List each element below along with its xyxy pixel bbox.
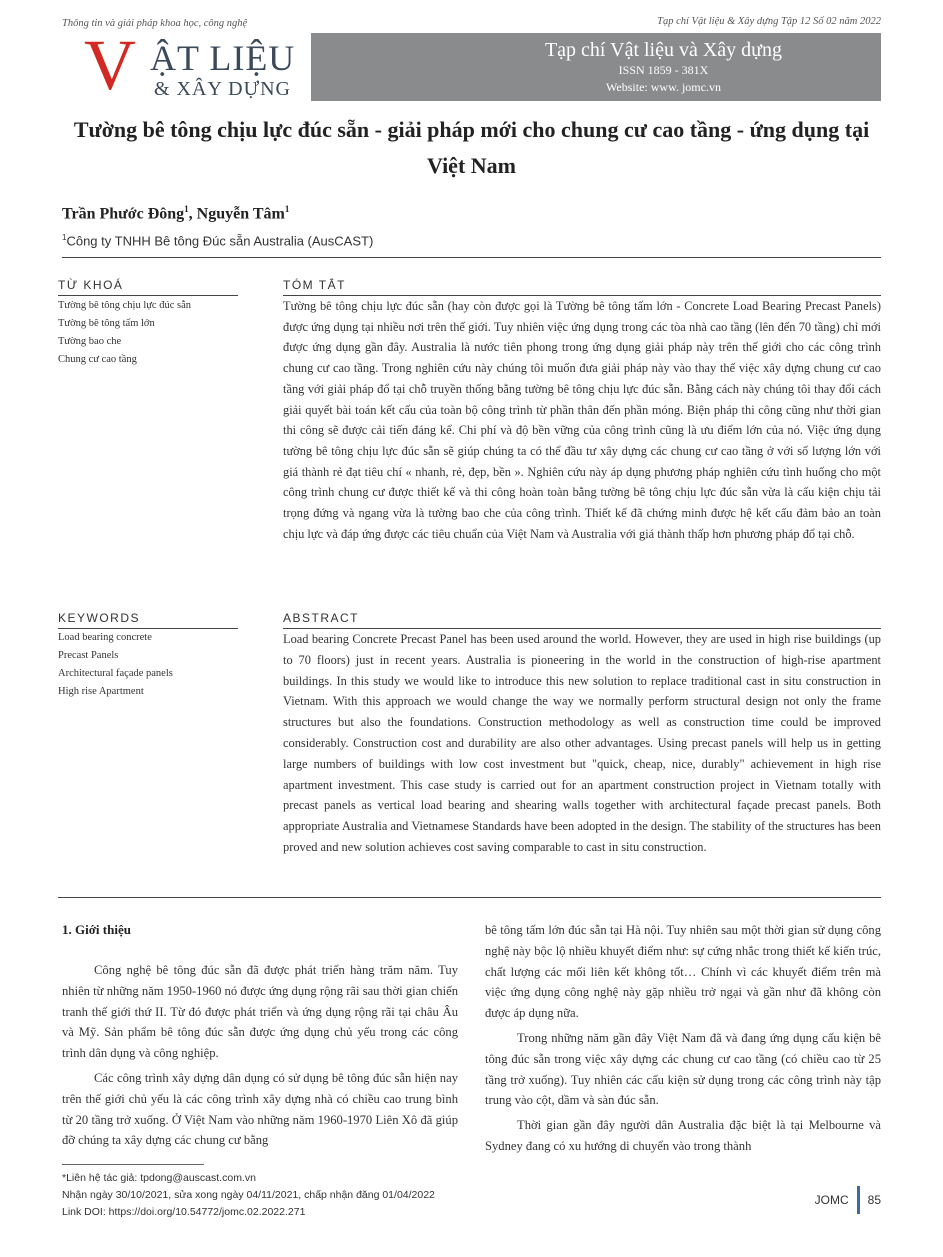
footer-divider xyxy=(857,1186,860,1214)
divider xyxy=(62,257,881,258)
journal-logo xyxy=(62,33,311,101)
paragraph: Công nghệ bê tông đúc sẵn đã được phát triển hàng trăm năm. Tuy nhiên từ những năm 1950-1960 nó được ứng dụng rộng rãi sau thời gian chiến tranh thế giới thứ II. Từ đó được phát triển và ứng dụng rộng rãi tại châu Âu và Mỹ. Sản phẩm bê tông đúc sẵn được ứng dụng chủ yếu trong các công trình dân dụng và công nghiệp. xyxy=(62,963,458,1061)
issue-info: Tạp chí Vật liệu & Xây dựng Tập 12 Số 02 năm 2022 xyxy=(657,16,881,27)
affiliation-text: Công ty TNHH Bê tông Đúc sẵn Australia (AusCAST) xyxy=(66,233,374,249)
keyword-item: Architectural façade panels xyxy=(58,668,173,679)
body-column-left xyxy=(62,960,458,1155)
journal-banner xyxy=(311,33,881,101)
journal-name: Tạp chí Vật liệu và Xây dựng xyxy=(544,39,783,61)
author-affil-mark: 1 xyxy=(284,204,290,214)
keyword-item: High rise Apartment xyxy=(58,686,144,697)
author-affil-mark: 1 xyxy=(184,204,189,214)
doi-link[interactable]: Link DOI: https://doi.org/10.54772/jomc.02.2022.271 xyxy=(62,1206,306,1218)
author-separator: , xyxy=(188,205,197,223)
header-tagline: Thông tin và giải pháp khoa học, công nghệ xyxy=(62,18,248,29)
page-footer xyxy=(815,1186,881,1214)
affiliation xyxy=(62,233,373,248)
abstract-vi-heading: TÓM TẮT xyxy=(283,278,346,292)
paragraph: Thời gian gần đây người dân Australia đặc biệt là tại Melbourne và Sydney đang có xu hướng di chuyển vào trong thành xyxy=(485,1118,881,1153)
journal-website[interactable]: Website: www. jomc.vn xyxy=(606,80,721,94)
page-number: 85 xyxy=(867,1193,881,1207)
keywords-vi-heading: TỪ KHOÁ xyxy=(58,278,124,292)
contact-email[interactable]: *Liên hệ tác giả: tpdong@auscast.com.vn xyxy=(62,1172,256,1184)
keyword-item: Tường bê tông tấm lớn xyxy=(58,318,155,329)
paragraph: bê tông tấm lớn đúc sẵn tại Hà nội. Tuy nhiên sau một thời gian sử dụng công nghệ này bộc lộ nhiều khuyết điểm như: sự cứng nhắc trong thiết kế kiến trúc, chất lượng các mối liên kết không tốt… Chính vì các khuyết điểm trên mà việc ứng dụng công nghệ này gặp nhiều trở ngại và gần như đã không còn được áp dụng nữa. xyxy=(485,923,881,1021)
keyword-item: Load bearing concrete xyxy=(58,632,152,643)
body-column-right xyxy=(485,920,881,1161)
logo-main-text: ẬT LIỆU xyxy=(150,38,296,78)
section-heading: 1. Giới thiệu xyxy=(62,922,131,937)
footnote xyxy=(62,1170,435,1221)
paragraph: Các công trình xây dựng dân dụng có sử dụng bê tông đúc sẵn hiện nay trên thế giới chủ yếu là các công trình xây dựng nhà có chiều cao trung bình từ 20 tầng trở xuống. Ở Việt Nam vào những năm 1960-1970 Liên Xô đã giúp đỡ chúng ta xây dựng các chung cư bằng xyxy=(62,1070,458,1148)
author-name: Trần Phước Đông xyxy=(62,205,185,223)
keyword-item: Chung cư cao tầng xyxy=(58,354,137,365)
divider xyxy=(58,295,238,296)
author-list xyxy=(62,204,289,223)
paragraph: Trong những năm gần đây Việt Nam đã và đang ứng dụng cấu kiện bê tông đúc sẵn trong việc xây dựng các chung cư cao tầng (có chiều cao từ 25 tầng trở xuống). Tuy nhiên các cấu kiện sử dụng trong các công trình này tập trung vào cột, dầm và sàn đúc sẵn. xyxy=(485,1030,881,1108)
affiliation-mark: 1 xyxy=(62,233,67,242)
journal-abbr: JOMC xyxy=(814,1193,849,1207)
keywords-vi-list xyxy=(58,297,191,369)
keywords-en-list xyxy=(58,629,173,701)
divider xyxy=(58,897,881,898)
logo-letter: V xyxy=(84,33,136,101)
article-title: Tường bê tông chịu lực đúc sẵn - giải pháp mới cho chung cư cao tầng - ứng dụng tại Việt Nam xyxy=(73,117,870,178)
logo-sub-text: & XÂY DỰNG xyxy=(154,78,291,100)
keyword-item: Tường bê tông chịu lực đúc sẵn xyxy=(58,300,191,311)
keyword-item: Tường bao che xyxy=(58,336,122,347)
abstract-en-text: Load bearing Concrete Precast Panel has been used around the world. However, they are used in high rise buildings (up to 70 floors) just in recent years. Australia is pioneering in the world in the construction of high-rise apartment buildings. In this study we would like to introduce this new solution to replace traditional cast in situ construction in Vietnam. With this approach we would change the way we normally perform structural design not only the frame structures but also the foundations. Construction methodology as well as construction time could be improved considerably. Construction cost and durability are also other advantages. Using precast panels will help us in getting large numbers of buildings with low cost investment but "quick, cheap, nice, durably" achievement in high rise apartment investment. This case study is carried out for an apartment construction project in Vietnam totally with precast panels as vertical load bearing and shearing walls together with architectural façade precast panels. Both appropriate Australia and Vietnamese Standards have been adopted in the design. The stability of the structures has been proved and new solution achieves cost saving comparable to cast in situ construction. xyxy=(283,632,881,854)
keyword-item: Precast Panels xyxy=(58,650,119,661)
keywords-en-heading: KEYWORDS xyxy=(58,611,141,625)
abstract-en-heading: ABSTRACT xyxy=(283,611,360,625)
abstract-vi-text: Tường bê tông chịu lực đúc sẵn (hay còn được gọi là Tường bê tông tấm lớn - Concrete Load Bearing Precast Panels) được ứng dụng tại nhiều nơi trên thế giới. Tuy nhiên việc ứng dụng trong các tòa nhà cao tầng (lên đến 70 tầng) chỉ mới được ứng dụng gần đây. Australia là nước tiên phong trong ứng dụng giải pháp này trên thế giới cho các công trình chung cư cao tầng. Trong nghiên cứu này chúng tôi muốn đưa giải pháp này vào thay thế việc xây dựng chung cư cao tầng với giải pháp đổ tại chỗ truyền thống bằng tường bê tông chịu lực đúc sẵn. Bằng cách này chúng tôi thay đổi cách giải quyết bài toán kết cấu của toàn bộ công trình từ phần thân đến phần móng. Biện pháp thi công cũng như thời gian thi công sẽ được cải tiến đáng kể. Chi phí và độ bền vững của công trình cũng là ưu điểm lớn của nó. Việc ứng dụng tường bê tông chịu lực đúc sẵn sẽ giúp chúng ta có thể đầu tư xây dựng các chung cư cao tầng ở với số lượng lớn với giá thành rẻ đạt tiêu chí « nhanh, rẻ, đẹp, bền ». Nghiên cứu này áp dụng phương pháp nghiên cứu tình huống cho một công trình chung cư được thiết kế và thi công hoàn toàn bằng tường bê tông chịu lực đúc sẵn vừa là cấu kiện chịu tải trọng đứng và ngang vừa là tường bao che của công trình. Thiết kế đã chứng minh được hệ kết cấu đảm bảo an toàn chịu lực và đáp ứng được các tiêu chuẩn của Việt Nam và Australia với giá thành thấp hơn phương pháp đổ tại chỗ. xyxy=(283,299,881,541)
received-dates: Nhận ngày 30/10/2021, sửa xong ngày 04/11/2021, chấp nhận đăng 01/04/2022 xyxy=(62,1189,435,1201)
journal-issn: ISSN 1859 - 381X xyxy=(618,63,709,77)
author-name: Nguyễn Tâm xyxy=(196,205,285,223)
footnote-rule xyxy=(62,1164,204,1165)
